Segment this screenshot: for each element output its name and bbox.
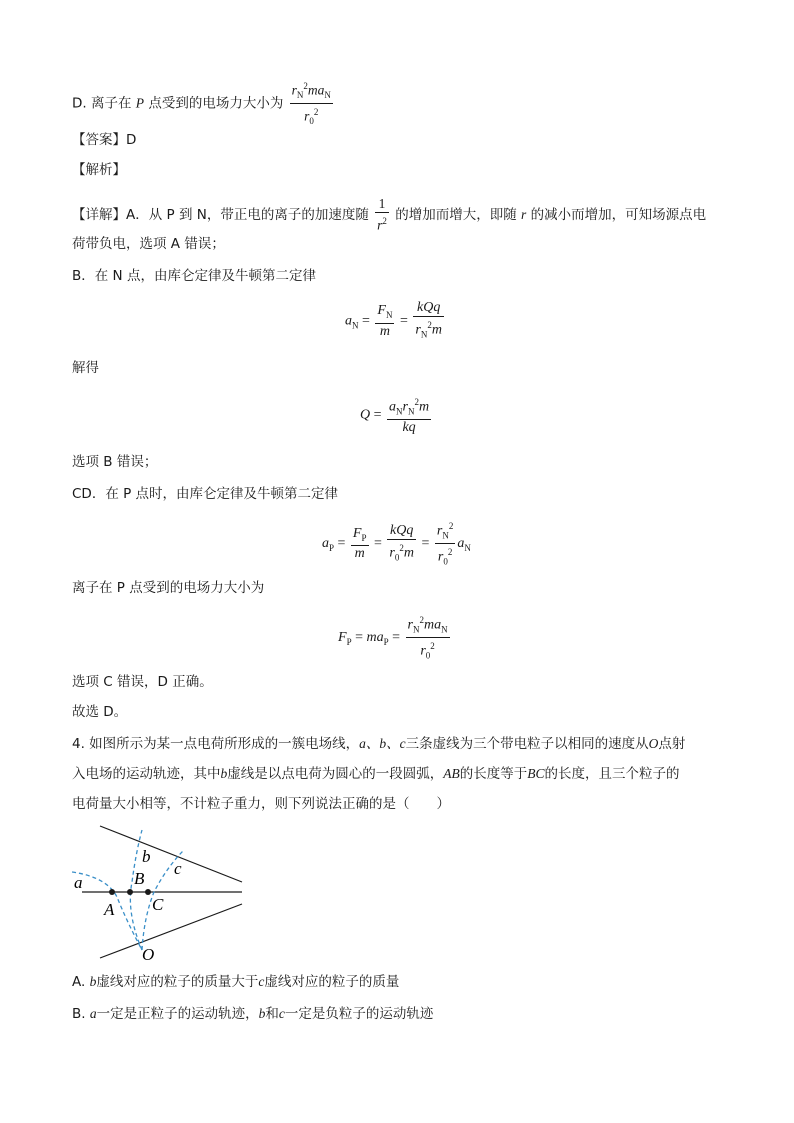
option-d: D. 离子在 P 点受到的电场力大小为 $\frac{r_N^2ma_N}{r_0^2}$: [72, 78, 335, 129]
question-4-line-2: 入电场的运动轨迹，其中b虚线是以点电荷为圆心的一段圆弧，AB的长度等于BC的长度，且三个粒子的: [72, 766, 680, 782]
equation-1: $a_N$ = $\frac{F_N}{m}$ = $\frac{\text{kQq}}{r_N^2m}$: [345, 300, 442, 340]
solve-label: 解得: [72, 360, 99, 376]
label-B: B: [134, 869, 145, 888]
equation-3: $a_P$ = $\frac{F_P}{m}$ = $\frac{\text{kQq}}{r_0^2m}$ = $\frac{r_N^2}{r_0^2}$ $a_N$: [322, 518, 471, 570]
label-O: O: [142, 945, 155, 962]
label-a: a: [74, 873, 83, 892]
label-C: C: [152, 895, 164, 914]
c-wrong: 选项 C 错误，D 正确。: [72, 674, 213, 690]
point-b-dot: [127, 889, 133, 895]
choose-line: 故选 D。: [72, 704, 128, 720]
question-4-line-3: 电荷量大小相等，不计粒子重力，则下列说法正确的是（ ）: [72, 796, 450, 812]
analysis-label: 【解析】: [72, 162, 126, 178]
option-d-fraction: $\frac{r_N^2ma_N}{r_0^2}$: [290, 78, 333, 129]
field-line-top: [100, 826, 242, 882]
option-a: A. b虚线对应的粒子的质量大于c虚线对应的粒子的质量: [72, 974, 400, 990]
option-b: B. a一定是正粒子的运动轨迹，b和c一定是负粒子的运动轨迹: [72, 1006, 434, 1022]
detail-line-2: 荷带负电，选项 A 错误；: [72, 236, 225, 252]
answer-label: 【答案】D: [72, 132, 137, 148]
field-line-bottom: [100, 904, 242, 958]
equation-4: $F_P = ma_P$ = $\frac{r_N^2ma_N}{r_0^2}$: [338, 612, 452, 664]
b-line: B．在 N 点，由库仑定律及牛顿第二定律: [72, 268, 316, 284]
b-wrong: 选项 B 错误；: [72, 454, 158, 470]
point-a-dot: [109, 889, 115, 895]
question-4-line-1: 4. 如图所示为某一点电荷所形成的一簇电场线，a、b、c三条虚线为三个带电粒子以相同的速度从O点射: [72, 736, 686, 752]
inline-fraction: $\frac{1}{r^2}$: [377, 196, 387, 233]
equation-2: Q = $\frac{a_Nr_N^2m}{kq}$: [360, 394, 433, 436]
point-c-dot: [145, 889, 151, 895]
detail-line-1: 【详解】A．从 P 到 N，带正电的离子的加速度随 $\frac{1}{r^2}$ 的增加而增大，即随 r 的减小而增加，可知场源点电: [72, 196, 707, 233]
cd-line: CD．在 P 点时，由库仑定律及牛顿第二定律: [72, 486, 339, 502]
label-c: c: [174, 859, 182, 878]
label-A: A: [104, 900, 115, 919]
label-b: b: [142, 847, 151, 866]
force-line: 离子在 P 点受到的电场力大小为: [72, 580, 265, 596]
field-line-diagram: [72, 822, 252, 962]
